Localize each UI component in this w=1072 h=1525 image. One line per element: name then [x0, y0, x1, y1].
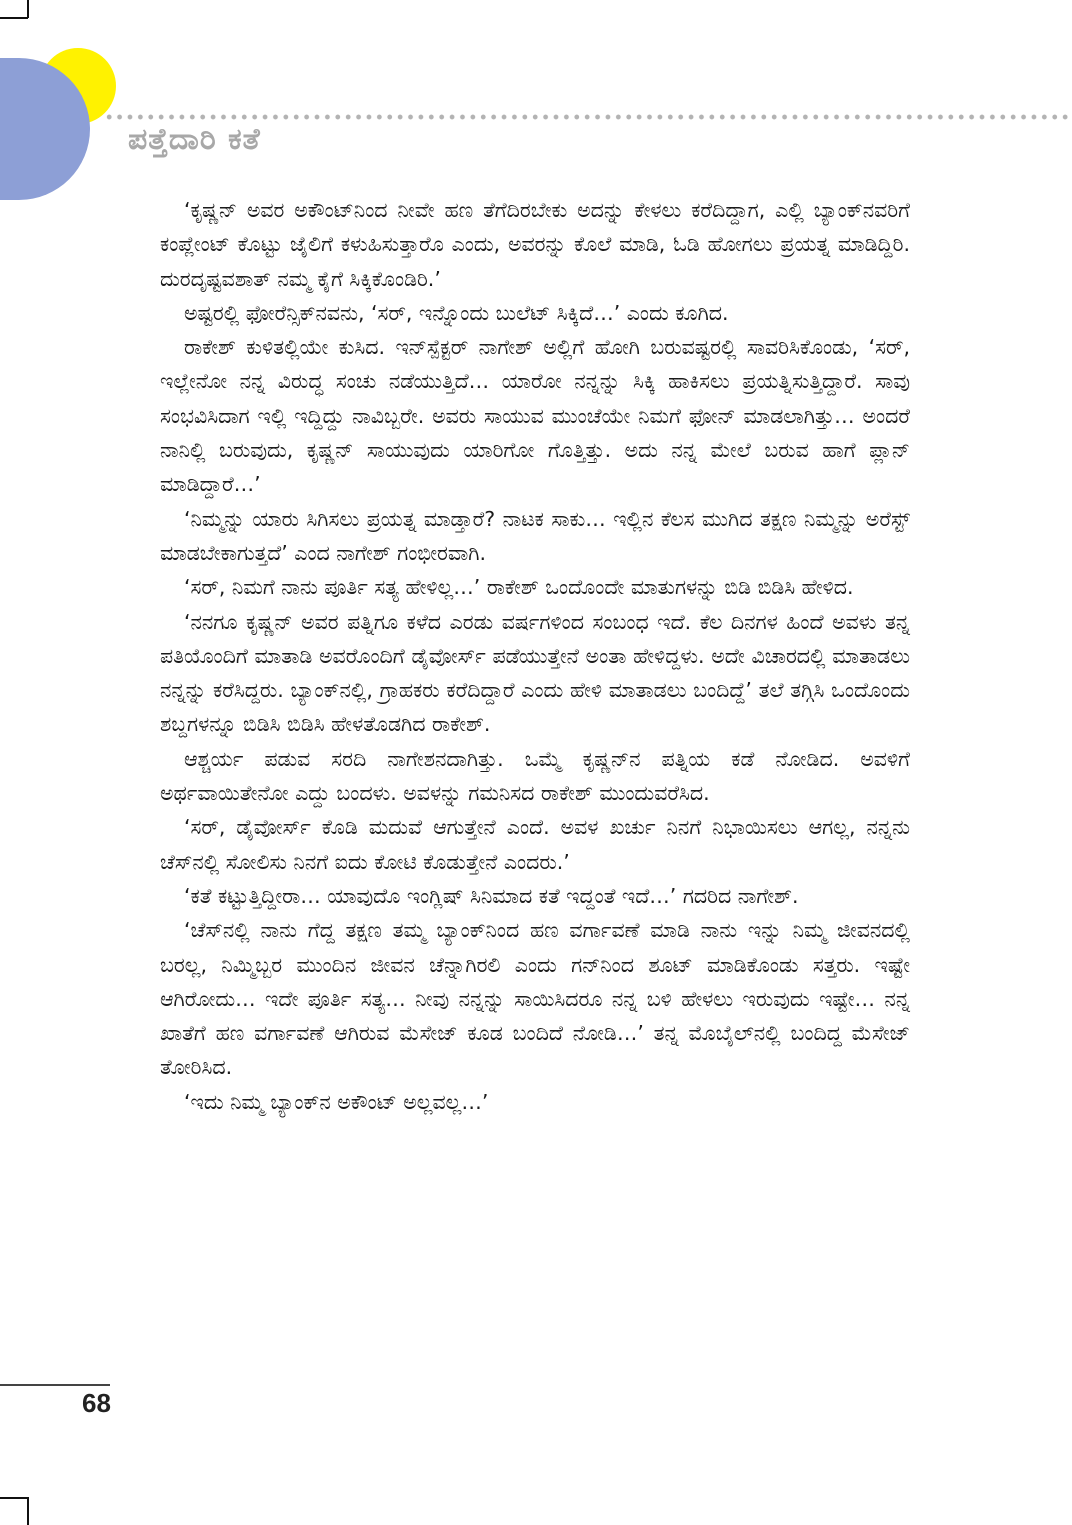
crop-mark-top-vertical	[27, 0, 29, 18]
story-paragraph: ಆಶ್ಚರ್ಯ ಪಡುವ ಸರದಿ ನಾಗೇಶನದಾಗಿತ್ತು. ಒಮ್ಮೆ ಕೃಷ್ಣನ್‌ನ ಪತ್ನಿಯ ಕಡೆ ನೋಡಿದ. ಅವಳಿಗೆ ಅರ್ಥವಾಯಿತೇನೋ ಎದ್ದು ಬಂದಳು. ಅವಳನ್ನು ಗಮನಿಸದ ರಾಕೇಶ್ ಮುಂದುವರೆಸಿದ.	[160, 746, 910, 806]
page-number: 68	[82, 1388, 111, 1418]
story-paragraph: ‘ಸರ್, ನಿಮಗೆ ನಾನು ಪೂರ್ತಿ ಸತ್ಯ ಹೇಳಿಲ್ಲ…’ ರಾಕೇಶ್ ಒಂದೊಂದೇ ಮಾತುಗಳನ್ನು ಬಿಡಿ ಬಿಡಿಸಿ ಹೇಳಿದ.	[184, 575, 854, 600]
story-paragraph: ರಾಕೇಶ್ ಕುಳಿತಲ್ಲಿಯೇ ಕುಸಿದ. ಇನ್‌ಸ್ಪೆಕ್ಟರ್ ನಾಗೇಶ್ ಅಲ್ಲಿಗೆ ಹೋಗಿ ಬರುವಷ್ಟರಲ್ಲಿ ಸಾವರಿಸಿಕೊಂಡು, ‘ಸರ್, ಇಲ್ಲೇನೋ ನನ್ನ ವಿರುದ್ಧ ಸಂಚು ನಡೆಯುತ್ತಿದೆ… ಯಾರೋ ನನ್ನನ್ನು ಸಿಕ್ಕಿ ಹಾಕಿಸಲು ಪ್ರಯತ್ನಿಸುತ್ತಿದ್ದಾರೆ. ಸಾವು ಸಂಭವಿಸಿದಾಗ ಇಲ್ಲಿ ಇದ್ದಿದ್ದು ನಾವಿಬ್ಬರೇ. ಅವರು ಸಾಯುವ ಮುಂಚೆಯೇ ನಿಮಗೆ ಫೋನ್ ಮಾಡಲಾಗಿತ್ತು… ಅಂದರೆ ನಾನಿಲ್ಲಿ ಬರುವುದು, ಕೃಷ್ಣನ್ ಸಾಯುವುದು ಯಾರಿಗೋ ಗೊತ್ತಿತ್ತು. ಅದು ನನ್ನ ಮೇಲೆ ಬರುವ ಹಾಗೆ ಪ್ಲಾನ್ ಮಾಡಿದ್ದಾರೆ…’	[160, 335, 910, 497]
crop-mark-bottom-vertical	[27, 1497, 29, 1525]
story-paragraph: ‘ಕೃಷ್ಣನ್ ಅವರ ಅಕೌಂಟ್‌ನಿಂದ ನೀವೇ ಹಣ ತೆಗೆದಿರಬೇಕು ಅದನ್ನು ಕೇಳಲು ಕರೆದಿದ್ದಾಗ, ಎಲ್ಲಿ ಬ್ಯಾಂಕ್‌ನವರಿಗೆ ಕಂಪ್ಲೇಂಟ್ ಕೊಟ್ಟು ಜೈಲಿಗೆ ಕಳುಹಿಸುತ್ತಾರೊ ಎಂದು, ಅವರನ್ನು ಕೊಲೆ ಮಾಡಿ, ಓಡಿ ಹೋಗಲು ಪ್ರಯತ್ನ ಮಾಡಿದ್ದಿರಿ. ದುರದೃಷ್ಟವಶಾತ್ ನಮ್ಮ ಕೈಗೆ ಸಿಕ್ಕಿಕೊಂಡಿರಿ.’	[160, 198, 910, 291]
section-title: ಪತ್ತೆದಾರಿ ಕತೆ	[128, 122, 261, 157]
crop-mark-top-horizontal	[0, 17, 28, 19]
story-paragraph: ‘ಚೆಸ್‌ನಲ್ಲಿ ನಾನು ಗೆದ್ದ ತಕ್ಷಣ ತಮ್ಮ ಬ್ಯಾಂಕ್‌ನಿಂದ ಹಣ ವರ್ಗಾವಣೆ ಮಾಡಿ ನಾನು ಇನ್ನು ನಿಮ್ಮ ಜೀವನದಲ್ಲಿ ಬರಲ್ಲ, ನಿಮ್ಮಿಬ್ಬರ ಮುಂದಿನ ಜೀವನ ಚೆನ್ನಾಗಿರಲಿ ಎಂದು ಗನ್‌ನಿಂದ ಶೂಟ್ ಮಾಡಿಕೊಂಡು ಸತ್ತರು. ಇಷ್ಟೇ ಆಗಿರೋದು… ಇದೇ ಪೂರ್ತಿ ಸತ್ಯ… ನೀವು ನನ್ನನ್ನು ಸಾಯಿಸಿದರೂ ನನ್ನ ಬಳಿ ಹೇಳಲು ಇರುವುದು ಇಷ್ಟೇ… ನನ್ನ ಖಾತೆಗೆ ಹಣ ವರ್ಗಾವಣೆ ಆಗಿರುವ ಮೆಸೇಜ್ ಕೂಡ ಬಂದಿದೆ ನೋಡಿ…’ ತನ್ನ ಮೊಬೈಲ್‌ನಲ್ಲಿ ಬಂದಿದ್ದ ಮೆಸೇಜ್ ತೋರಿಸಿದ.	[160, 918, 910, 1080]
header-blue-half-circle	[0, 58, 90, 200]
story-body	[160, 193, 910, 1119]
story-paragraph: ‘ನಿಮ್ಮನ್ನು ಯಾರು ಸಿಗಿಸಲು ಪ್ರಯತ್ನ ಮಾಡ್ತಾರೆ? ನಾಟಕ ಸಾಕು… ಇಲ್ಲಿನ ಕೆಲಸ ಮುಗಿದ ತಕ್ಷಣ ನಿಮ್ಮನ್ನು ಅರೆಸ್ಟ್ ಮಾಡಬೇಕಾಗುತ್ತದೆ’ ಎಂದ ನಾಗೇಶ್ ಗಂಭೀರವಾಗಿ.	[160, 506, 910, 565]
story-paragraph: ‘ಕತೆ ಕಟ್ಟುತ್ತಿದ್ದೀರಾ… ಯಾವುದೊ ಇಂಗ್ಲಿಷ್ ಸಿನಿಮಾದ ಕತೆ ಇದ್ದಂತೆ ಇದೆ…’ ಗದರಿದ ನಾಗೇಶ್.	[184, 883, 799, 908]
story-paragraph: ಅಷ್ಟರಲ್ಲಿ ಫೋರೆನ್ಸಿಕ್‌ನವನು, ‘ಸರ್, ಇನ್ನೊಂದು ಬುಲೆಟ್ ಸಿಕ್ಕಿದೆ…’ ಎಂದು ಕೂಗಿದ.	[184, 300, 729, 325]
footer-rule	[0, 1384, 110, 1386]
header-dotted-rule	[104, 112, 1072, 122]
story-paragraph: ‘ಸರ್, ಡೈವೋರ್ಸ್ ಕೊಡಿ ಮದುವೆ ಆಗುತ್ತೇನೆ ಎಂದೆ. ಅವಳ ಖರ್ಚು ನಿನಗೆ ನಿಭಾಯಿಸಲು ಆಗಲ್ಲ, ನನ್ನನು ಚೆಸ್‌ನಲ್ಲಿ ಸೋಲಿಸು ನಿನಗೆ ಐದು ಕೋಟಿ ಕೊಡುತ್ತೇನೆ ಎಂದರು.’	[160, 815, 910, 874]
story-paragraph: ‘ಇದು ನಿಮ್ಮ ಬ್ಯಾಂಕ್‌ನ ಅಕೌಂಟ್ ಅಲ್ಲವಲ್ಲ…’	[184, 1089, 489, 1114]
crop-mark-bottom-horizontal	[0, 1497, 28, 1499]
story-paragraph: ‘ನನಗೂ ಕೃಷ್ಣನ್ ಅವರ ಪತ್ನಿಗೂ ಕಳೆದ ಎರಡು ವರ್ಷಗಳಿಂದ ಸಂಬಂಧ ಇದೆ. ಕೆಲ ದಿನಗಳ ಹಿಂದೆ ಅವಳು ತನ್ನ ಪತಿಯೊಂದಿಗೆ ಮಾತಾಡಿ ಅವರೊಂದಿಗೆ ಡೈವೋರ್ಸ್ ಪಡೆಯುತ್ತೇನೆ ಅಂತಾ ಹೇಳಿದ್ದಳು. ಅದೇ ವಿಚಾರದಲ್ಲಿ ಮಾತಾಡಲು ನನ್ನನ್ನು ಕರೆಸಿದ್ದರು. ಬ್ಯಾಂಕ್‌ನಲ್ಲಿ, ಗ್ರಾಹಕರು ಕರೆದಿದ್ದಾರೆ ಎಂದು ಹೇಳಿ ಮಾತಾಡಲು ಬಂದಿದ್ದೆ’ ತಲೆ ತಗ್ಗಿಸಿ ಒಂದೊಂದು ಶಬ್ದಗಳನ್ನೂ ಬಿಡಿಸಿ ಬಿಡಿಸಿ ಹೇಳತೊಡಗಿದ ರಾಕೇಶ್.	[160, 609, 910, 737]
